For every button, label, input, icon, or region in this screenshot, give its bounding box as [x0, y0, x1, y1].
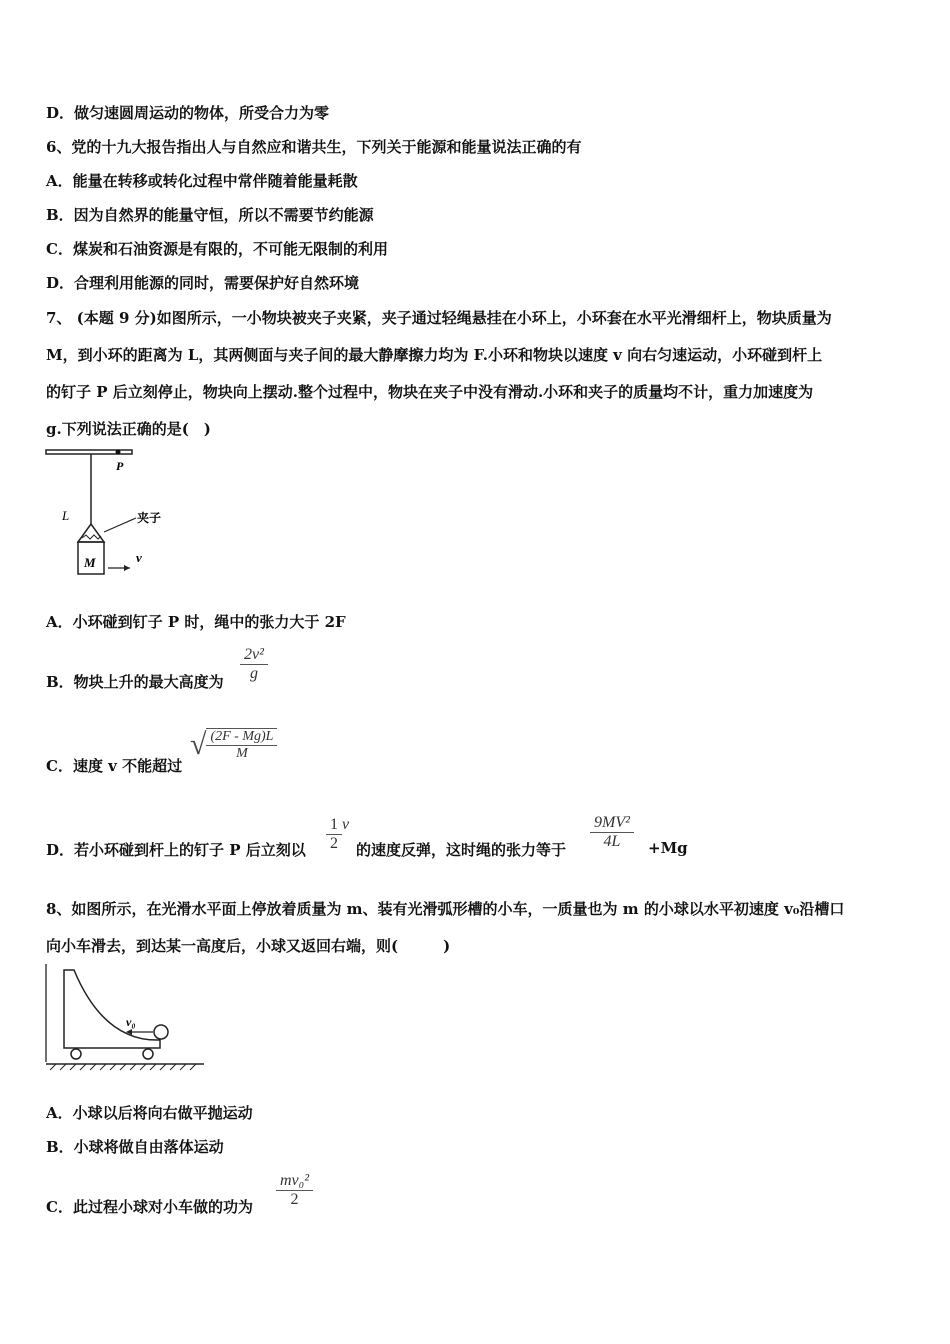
q7d-tension-fraction: [590, 814, 634, 851]
q6-option-a: A．能量在转移或转化过程中常伴随着能量耗散: [46, 172, 358, 190]
label-l: L: [62, 508, 70, 523]
label-clip: 夹子: [137, 511, 162, 525]
q7c-numerator: (2F - Mg)L: [210, 729, 274, 744]
q7-stem-line4: g.下列说法正确的是( ): [46, 420, 211, 438]
nail-p: [116, 450, 121, 455]
clip-pointer: [104, 518, 136, 532]
label-v: v: [136, 550, 142, 565]
label-v0: v₀: [126, 1015, 136, 1029]
clip: [78, 524, 104, 542]
q6-option-c: C．煤炭和石油资源是有限的，不可能无限制的利用: [46, 240, 388, 258]
q7-stem-line1: 7、 (本题 9 分)如图所示，一小物块被夹子夹紧，夹子通过轻绳悬挂在小环上，小环套在水平光滑细杆上，物块质量为: [46, 309, 832, 327]
q8c-numerator: mv₀²: [280, 1172, 310, 1189]
cart-body: [64, 970, 160, 1048]
q8-figure: [44, 962, 209, 1074]
q7d-half-denominator: 2: [326, 834, 342, 853]
q8-stem-line1: 8、如图所示，在光滑水平面上停放着质量为 m、装有光滑弧形槽的小车，一质量也为 m 的小球以水平初速度 v₀沿槽口: [46, 900, 845, 918]
q8-option-a: A．小球以后将向右做平抛运动: [46, 1104, 253, 1122]
q6-option-d: D．合理利用能源的同时，需要保护好自然环境: [46, 274, 360, 292]
label-m: M: [84, 555, 96, 570]
q7b-fraction: [240, 646, 268, 683]
cart-wheel-right: [143, 1049, 153, 1059]
label-p: P: [116, 459, 124, 473]
ground-hatch: [50, 1064, 196, 1070]
q8-option-c: C．此过程小球对小车做的功为: [46, 1198, 253, 1216]
q7b-numerator: 2v²: [244, 646, 264, 663]
q7-option-d-mid: 的速度反弹，这时绳的张力等于: [356, 841, 567, 859]
q7-option-c: C．速度 v 不能超过: [46, 757, 183, 775]
q7d-tension-denominator: 4L: [590, 832, 634, 851]
q7-stem-line3: 的钉子 P 后立刻停止，物块向上摆动.整个过程中，物块在夹子中没有滑动.小环和夹子的质量均不计，重力加速度为: [46, 383, 814, 401]
q6-option-b: B．因为自然界的能量守恒，所以不需要节约能源: [46, 206, 374, 224]
q5-option-d: D．做匀速圆周运动的物体，所受合力为零: [46, 104, 330, 122]
q8c-denominator: 2: [276, 1190, 313, 1209]
q7-figure: [44, 446, 184, 586]
q7d-var: v: [342, 816, 350, 833]
q6-stem: 6、党的十九大报告指出人与自然应和谐共生，下列关于能源和能量说法正确的有: [46, 138, 582, 156]
q7-option-a: A．小环碰到钉子 P 时，绳中的张力大于 2F: [46, 613, 346, 631]
ball: [154, 1025, 168, 1039]
q7d-tension-numerator: 9MV²: [594, 814, 630, 831]
clip-spring: [82, 535, 101, 539]
q8c-fraction: [276, 1172, 313, 1209]
q7-option-d-pre: D．若小环碰到杆上的钉子 P 后立刻以: [46, 841, 306, 859]
q7d-half-fraction: [326, 816, 349, 853]
q7-option-b: B．物块上升的最大高度为: [46, 673, 224, 691]
q7d-half-numerator: 1: [330, 816, 338, 833]
cart-wheel-left: [71, 1049, 81, 1059]
q8-option-b: B．小球将做自由落体运动: [46, 1138, 224, 1156]
q7-option-d-post: +Mg: [648, 839, 688, 857]
q8-stem-line2: 向小车滑去，到达某一高度后，小球又返回右端，则( ): [46, 937, 451, 955]
velocity-arrowhead: [124, 565, 130, 571]
q7c-denominator: M: [206, 745, 277, 762]
q7c-sqrt: √ $\frac{(2F - Mg)L}{M}$: [190, 728, 277, 762]
q7b-denominator: g: [240, 664, 268, 683]
q7-stem-line2: M，到小环的距离为 L，其两侧面与夹子间的最大静摩擦力均为 F.小环和物块以速度 v 向右匀速运动，小环碰到杆上: [46, 346, 823, 364]
